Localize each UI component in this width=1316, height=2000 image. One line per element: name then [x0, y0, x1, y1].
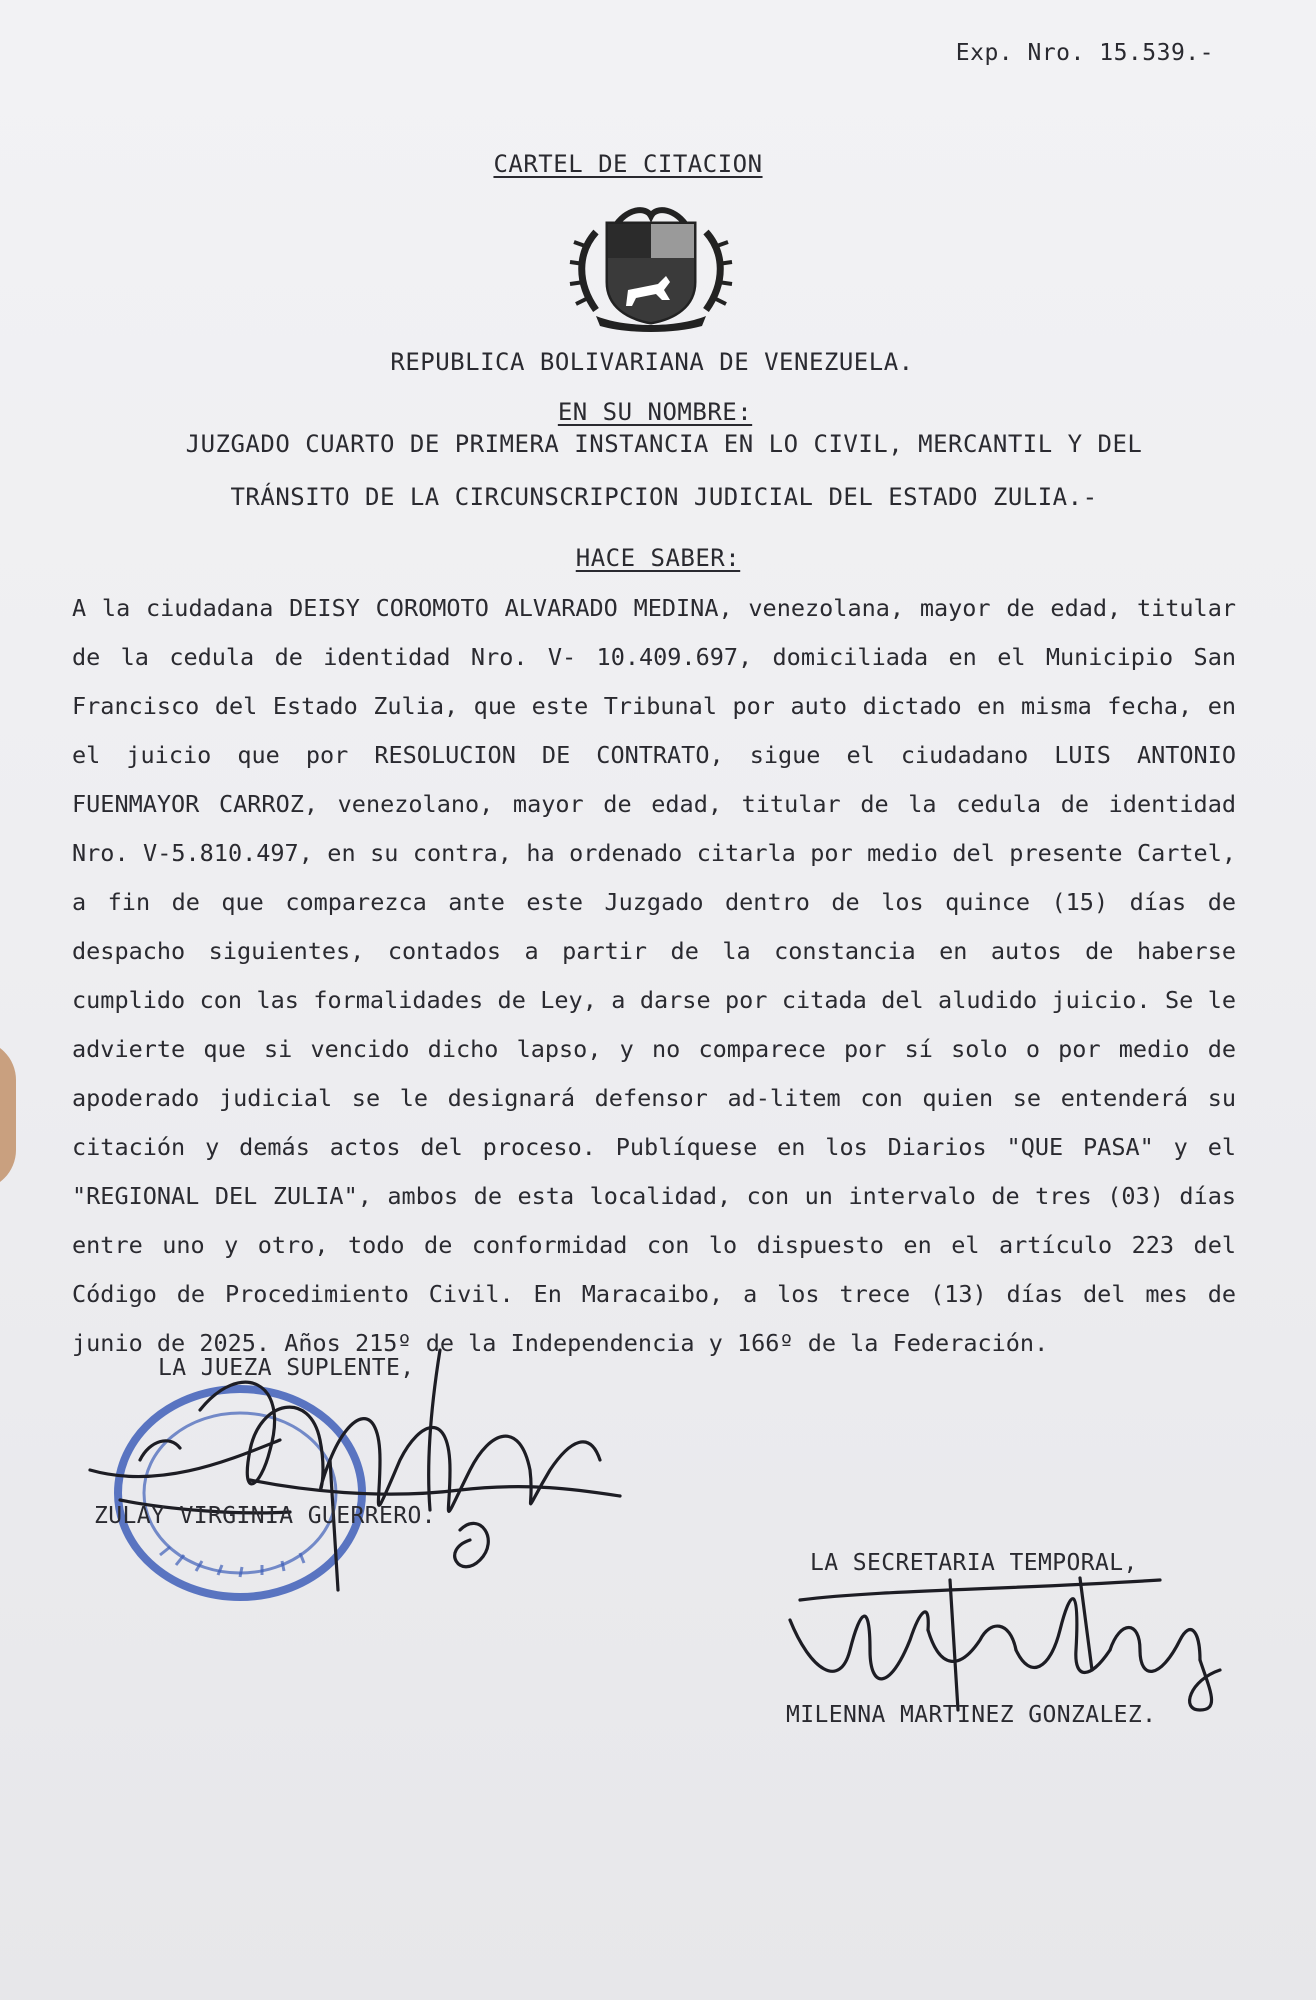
coat-of-arms-icon	[566, 202, 736, 332]
secretaria-signature	[780, 1560, 1240, 1720]
secretaria-title: LA SECRETARIA TEMPORAL,	[810, 1550, 1138, 1576]
secretaria-name: MILENNA MARTINEZ GONZALEZ.	[786, 1702, 1157, 1728]
expediente-number: Exp. Nro. 15.539.-	[955, 40, 1214, 66]
hace-saber-heading: HACE SABER:	[575, 544, 741, 572]
document-title: CARTEL DE CITACION	[493, 150, 763, 178]
jueza-title: LA JUEZA SUPLENTE,	[158, 1355, 415, 1381]
en-su-nombre-heading: EN SU NOMBRE:	[557, 398, 753, 426]
court-name-line-2: TRÁNSITO DE LA CIRCUNSCRIPCION JUDICIAL DEL ESTADO ZULIA.-	[230, 483, 1098, 511]
jueza-name: ZULAY VIRGINIA GUERRERO.	[94, 1503, 436, 1529]
jueza-signature	[80, 1340, 680, 1600]
holding-thumb	[0, 1040, 16, 1190]
republic-heading: REPUBLICA BOLIVARIANA DE VENEZUELA.	[390, 348, 914, 376]
citation-body: A la ciudadana DEISY COROMOTO ALVARADO MEDINA, venezolana, mayor de edad, titular de la cedula de identidad Nro. V- 10.409.697, domiciliada en el Municipio San Francisco del Estado Zulia, que este Tribunal por auto dictado en misma fecha, en el juicio que por RESOLUCION DE CONTRATO, sigue el ciudadano LUIS ANTONIO FUENMAYOR CARROZ, venezolano, mayor de edad, titular de la cedula de identidad Nro. V-5.810.497, en su contra, ha ordenado citarla por medio del presente Cartel, a fin de que comparezca ante este Juzgado dentro de los quince (15) días de despacho siguientes, contados a partir de la constancia en autos de haberse cumplido con las formalidades de Ley, a darse por citada del aludido juicio. Se le advierte que si vencido dicho lapso, y no comparece por sí solo o por medio de apoderado judicial se le designará defensor ad-litem con quien se entenderá su citación y demás actos del proceso. Publíquese en los Diarios "QUE PASA" y el "REGIONAL DEL ZULIA", ambos de esta localidad, con un intervalo de tres (03) días entre uno y otro, todo de conformidad con lo dispuesto en el artículo 223 del Código de Procedimiento Civil. En Maracaibo, a los trece (13) días del mes de junio de 2025. Años 215º de la Independencia y 166º de la Federación.	[72, 594, 1236, 1357]
court-name-line-1: JUZGADO CUARTO DE PRIMERA INSTANCIA EN LO CIVIL, MERCANTIL Y DEL	[185, 430, 1143, 458]
